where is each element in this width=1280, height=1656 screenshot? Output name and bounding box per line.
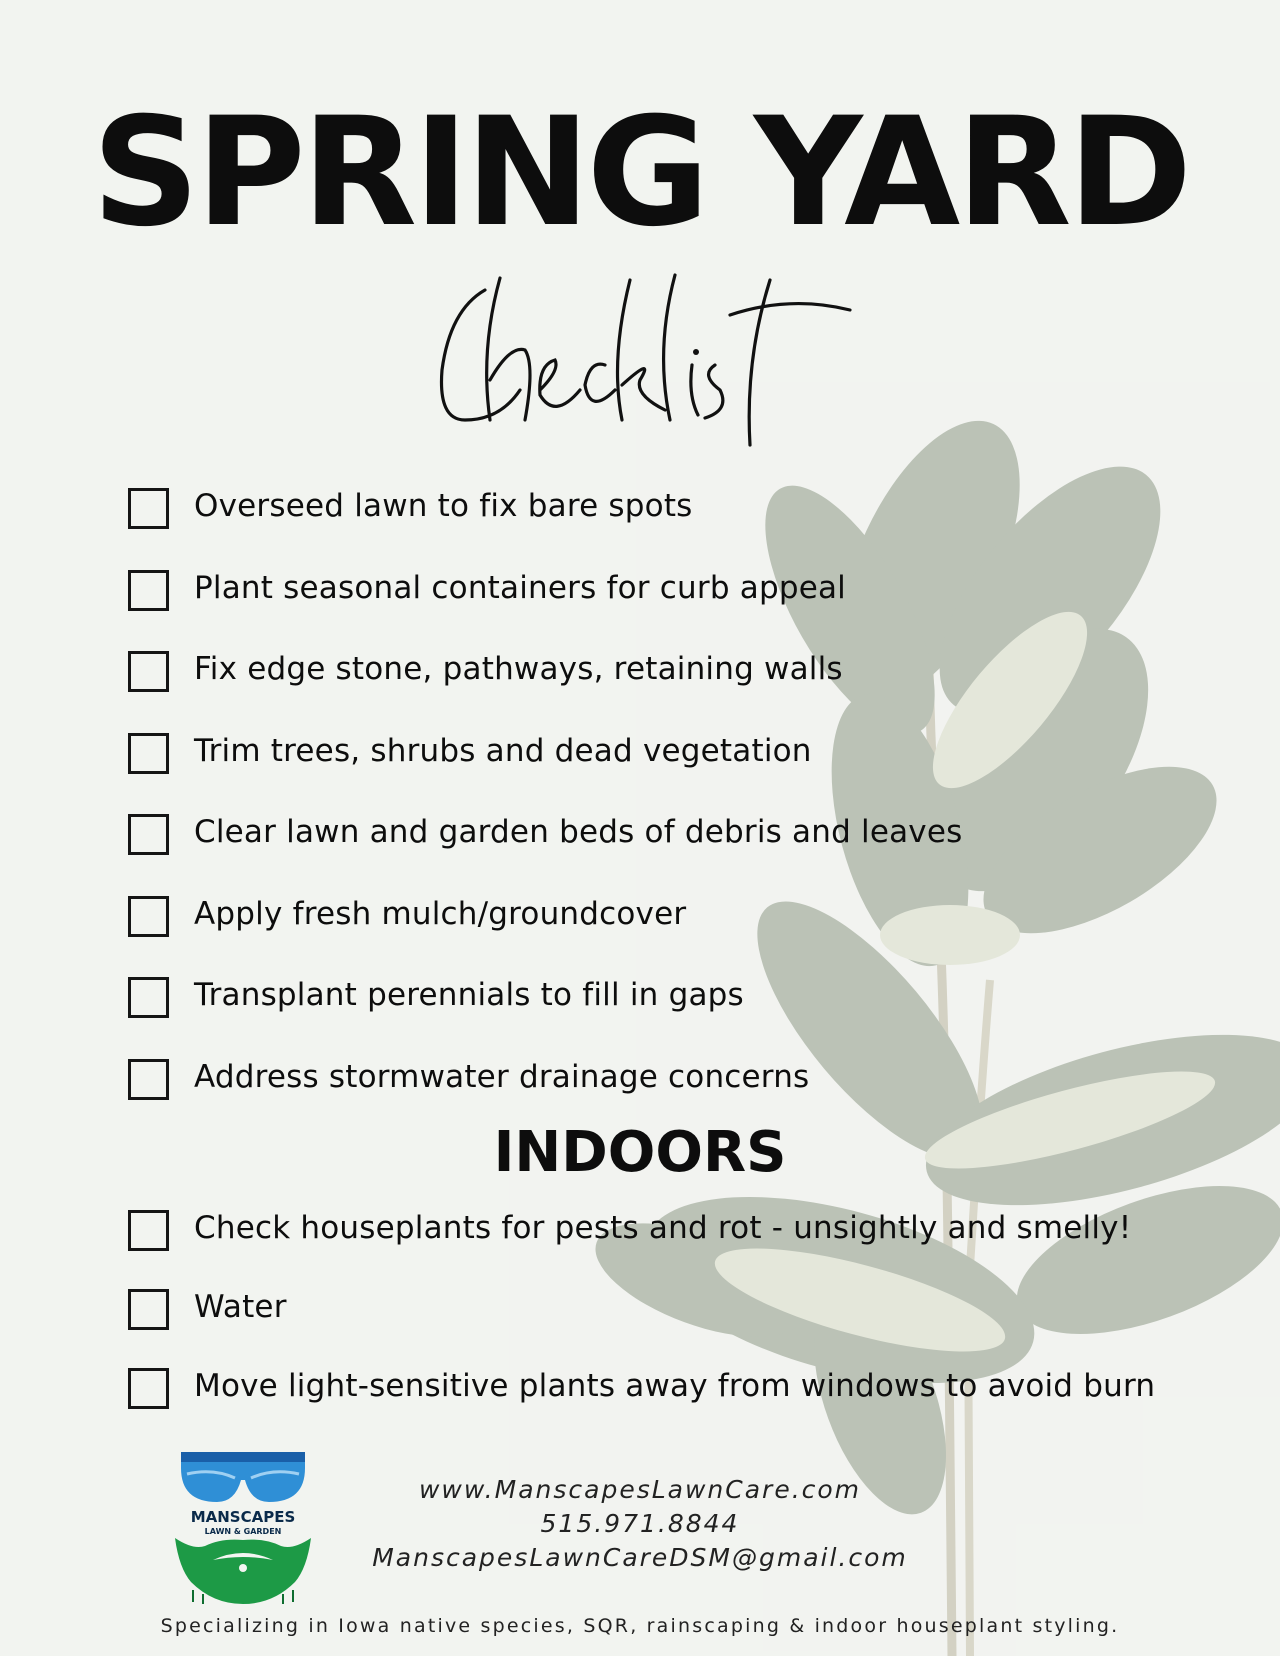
checkbox[interactable] <box>128 1210 169 1251</box>
item-label: Plant seasonal containers for curb appeal <box>194 569 846 606</box>
item-label: Address stormwater drainage concerns <box>194 1058 810 1095</box>
item-label: Fix edge stone, pathways, retaining walls <box>194 651 843 687</box>
checkbox[interactable] <box>128 570 169 611</box>
checkbox[interactable] <box>128 1368 169 1409</box>
checkbox[interactable] <box>128 896 169 937</box>
item-label: Overseed lawn to fix bare spots <box>194 488 693 524</box>
manscapes-logo <box>173 1450 313 1605</box>
item-label: Trim trees, shrubs and dead vegetation <box>194 732 812 769</box>
subtitle-text: Checklist <box>660 455 665 456</box>
logo-tagline: LAWN & GARDEN <box>204 1527 282 1536</box>
item-label: Apply fresh mulch/groundcover <box>194 895 687 932</box>
item-label: Transplant perennials to fill in gaps <box>194 977 744 1013</box>
checkbox[interactable] <box>128 1289 169 1330</box>
website-link[interactable]: www.ManscapesLawnCare.com <box>418 1475 862 1504</box>
checkbox[interactable] <box>128 814 169 855</box>
phone-number[interactable]: 515.971.8844 <box>540 1509 740 1538</box>
checkbox[interactable] <box>128 733 169 774</box>
item-label: Check houseplants for pests and rot - unsightly and smelly! <box>194 1210 1132 1246</box>
item-label: Move light-sensitive plants away from windows to avoid burn <box>194 1368 1156 1404</box>
page-title: SPRING YARD <box>91 86 1189 260</box>
checkbox[interactable] <box>128 651 169 692</box>
logo-name: MANSCAPES <box>190 1508 296 1526</box>
email-link[interactable]: ManscapesLawnCareDSM@gmail.com <box>372 1543 908 1572</box>
checklist-script-title <box>430 270 890 460</box>
contact-info <box>300 1473 980 1575</box>
item-label: Water <box>194 1289 287 1325</box>
checkbox[interactable] <box>128 1059 169 1100</box>
checkbox[interactable] <box>128 488 169 529</box>
indoors-heading: INDOORS <box>493 1120 787 1185</box>
checkbox[interactable] <box>128 977 169 1018</box>
item-label: Clear lawn and garden beds of debris and leaves <box>194 814 963 850</box>
footer-tagline: Specializing in Iowa native species, SQR, rainscaping & indoor houseplant styling. <box>160 1615 1120 1637</box>
